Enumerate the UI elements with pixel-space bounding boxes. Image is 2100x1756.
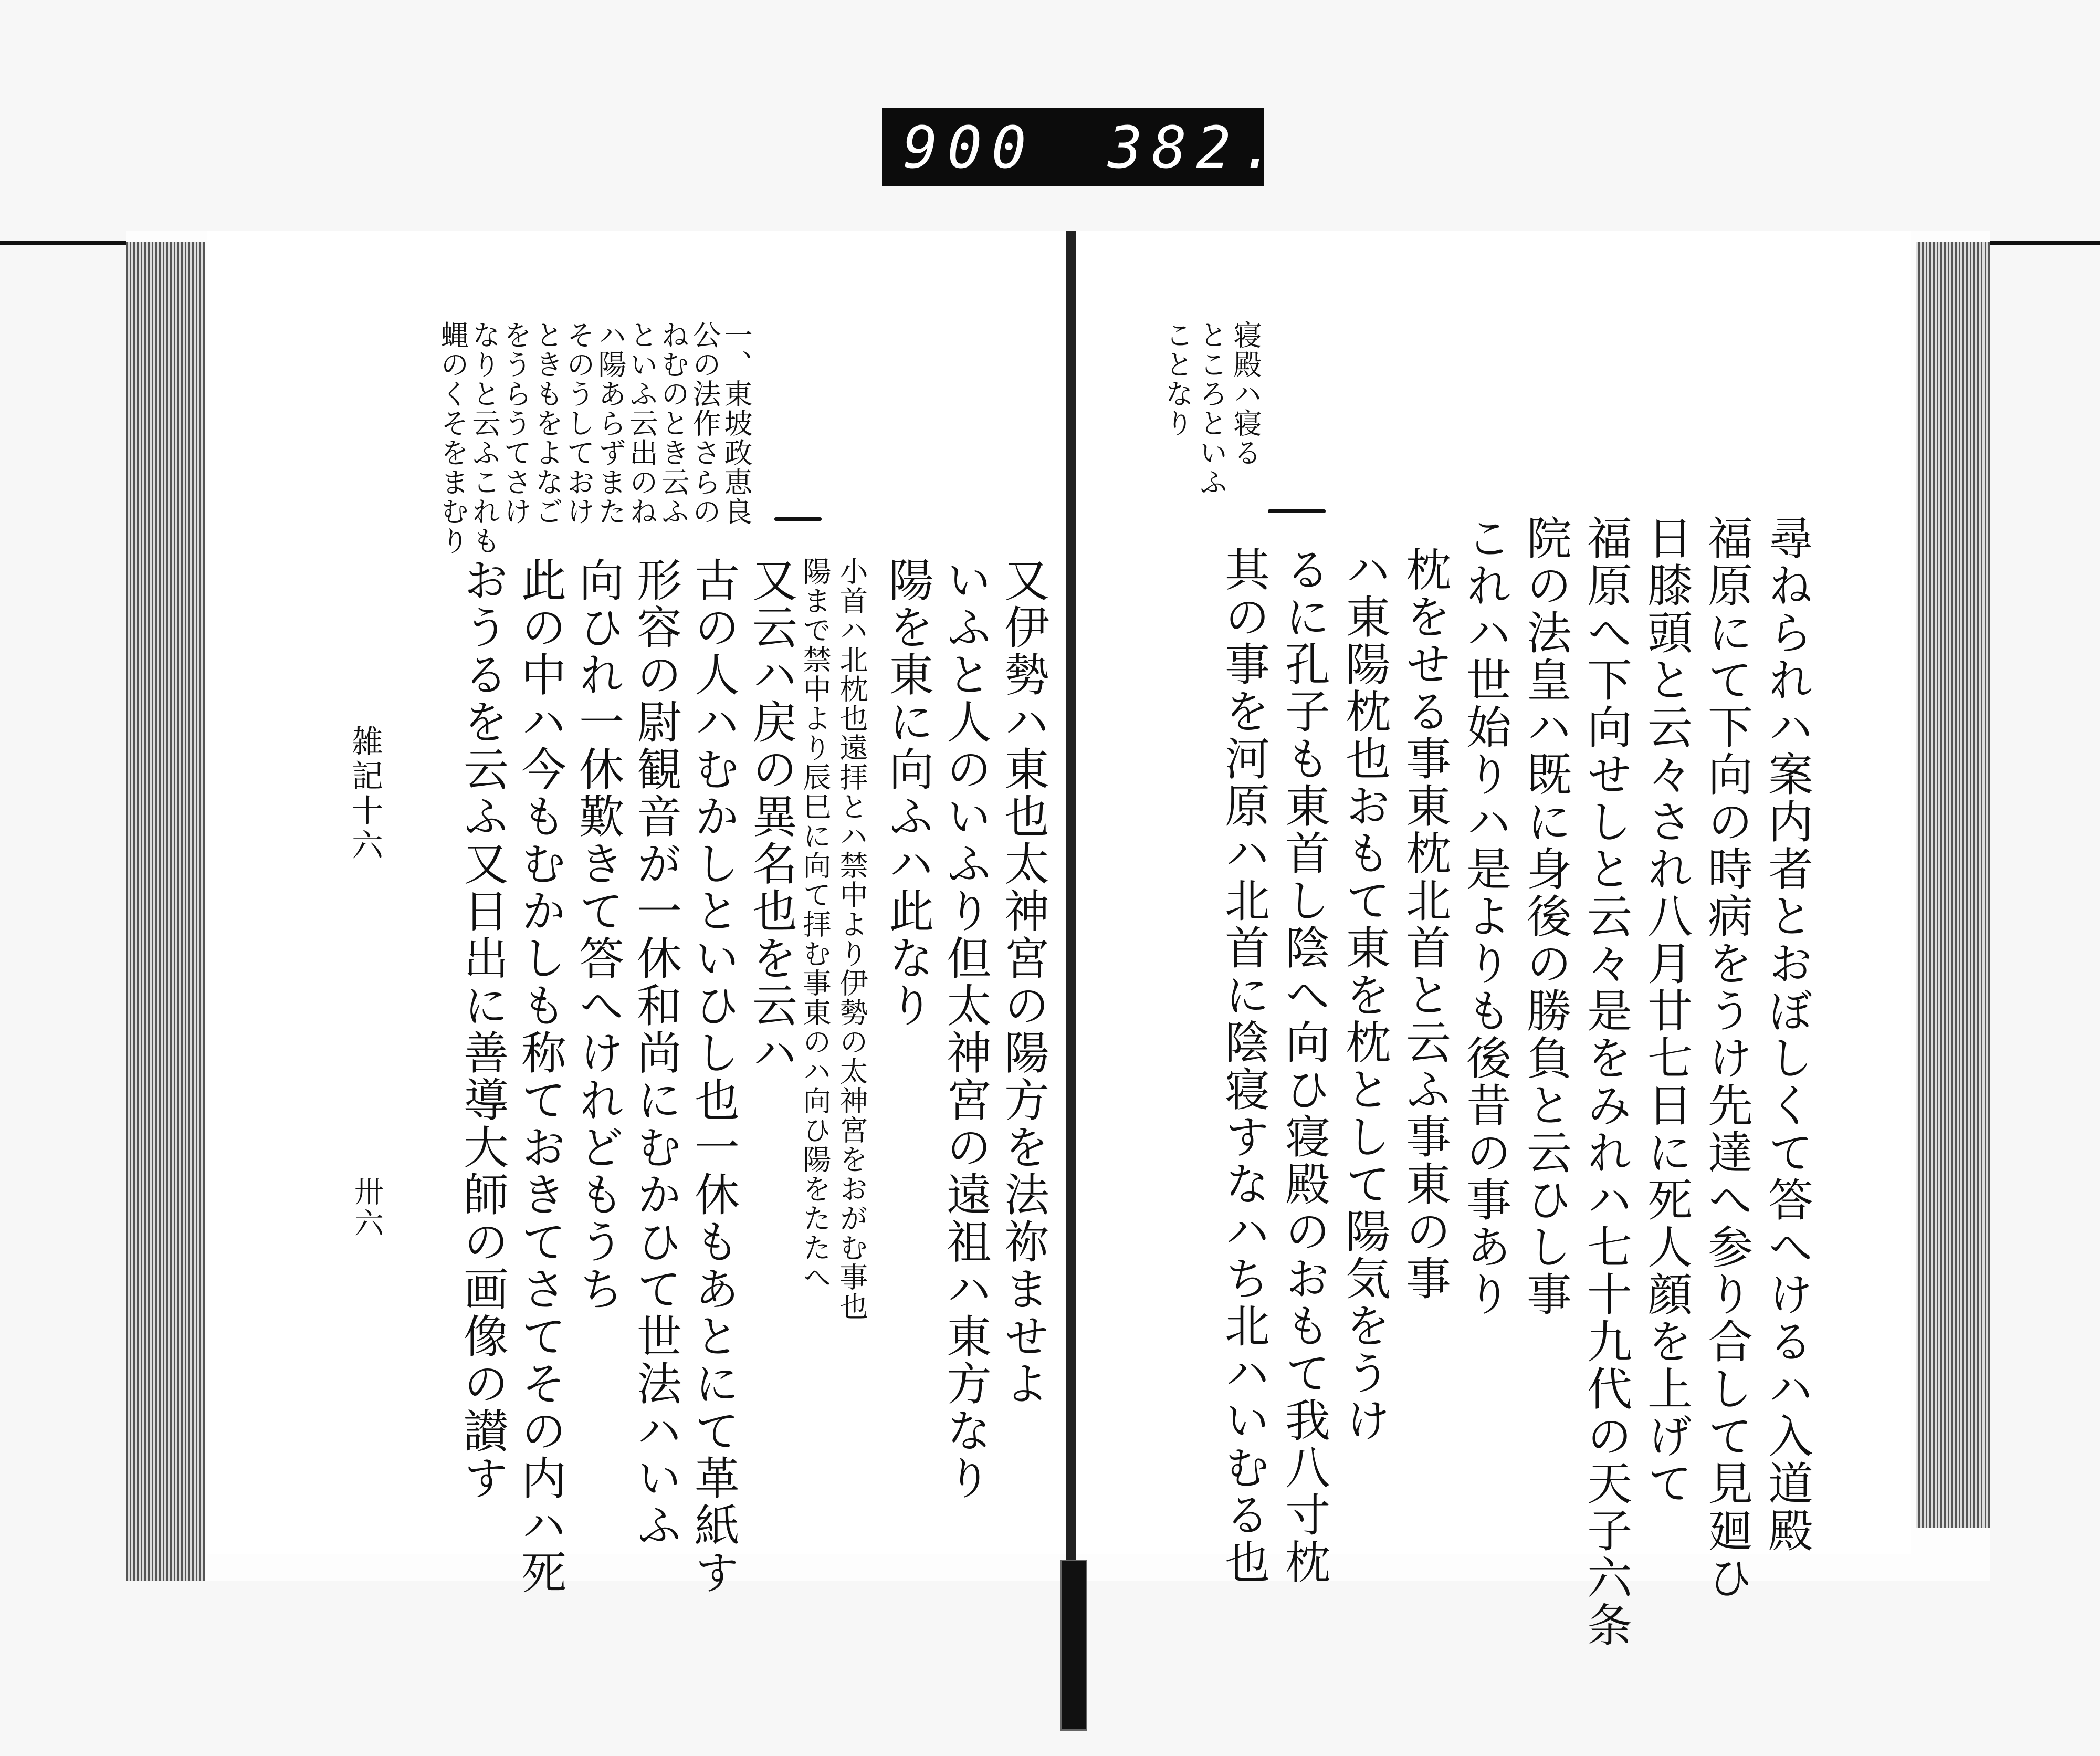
left-note-3: ねむのとき云ふ: [657, 320, 690, 526]
left-page: [207, 231, 1066, 1596]
spine-tab: [1060, 1560, 1087, 1731]
page-number: 卅六: [350, 1176, 384, 1239]
page-header: 雑記十六: [346, 725, 383, 863]
left-main-col-9: 向ひれ一休歎きて答へけれどもうち: [571, 557, 624, 1313]
book-spine: [1066, 231, 1076, 1581]
left-main-col-7: 古の人ハむかしといひし也一休もあとにて革紙す: [687, 557, 739, 1596]
left-main-col-8: 形容の尉観音が一休和尚にむかひて世法ハいふ: [629, 557, 681, 1549]
label-frame-number: 382.: [1108, 114, 1285, 181]
right-note-1: 寝殿ハ寝る: [1229, 320, 1262, 467]
microfilm-label: [882, 108, 1285, 186]
right-note-3: ことなり: [1161, 320, 1194, 438]
right-main-col-8: ハ東陽枕也おもて東を枕として陽気をうけ: [1338, 546, 1390, 1444]
right-main-col-2: 福原にて下向の時病をうけ先達へ参り合して見廻ひ: [1700, 515, 1752, 1602]
left-main-col-11: おうるを云ふ又日出に善導大師の画像の讃す: [456, 557, 508, 1502]
right-page: [1076, 231, 1911, 1649]
right-main-col-7: 枕をせる事東枕北首と云ふ事東の事: [1398, 546, 1451, 1302]
item-mark-dash: [1268, 509, 1326, 513]
item-mark-dash: [774, 517, 822, 521]
left-note-2: 公の法作さらの: [688, 320, 721, 526]
left-main-col-4: 小首ハ北枕也遠拝とハ禁中より伊勢の太神宮をおがむ事也: [835, 557, 868, 1321]
left-main-col-1: 又伊勢ハ東也太神宮の陽方を法祢ませよ: [996, 557, 1049, 1407]
left-note-7: ときもをよなご: [531, 320, 564, 526]
right-main-col-3: 日膝頭と云々され八月廿七日に死人顔を上げて: [1640, 515, 1692, 1507]
right-main-col-9: るに孔子も東首し陰へ向ひ寝殿のおもて我八寸枕: [1277, 546, 1330, 1586]
right-page-edges: [1916, 242, 1990, 1528]
open-book: [126, 231, 1990, 1649]
left-main-col-6: 又云ハ戻の異名也を云ハ: [744, 557, 797, 1076]
left-note-6: そのうしておけ: [562, 320, 595, 526]
left-main-col-10: 此の中ハ今もむかしも称ておきてさてその内ハ死: [513, 557, 566, 1596]
right-main-col-1: 尋ねられハ案内者とおぼしくて答へけるハ入道殿: [1760, 515, 1813, 1554]
left-page-edges: [126, 242, 205, 1581]
right-main-col-5: 院の法皇ハ既に身後の勝負と云ひし事: [1519, 515, 1571, 1318]
left-note-8: をうらうてさけ: [499, 320, 532, 526]
left-main-col-5: 陽まで禁中より辰巳に向て拝む事東のハ向ひ陽をたたへ: [799, 557, 832, 1292]
left-main-col-2: いふと人のいふり但太神宮の遠祖ハ東方なり: [939, 557, 991, 1502]
right-main-col-10: 其の事を河原ハ北首に陰寝すなハち北ハいむる也: [1217, 546, 1269, 1586]
left-note-9: なりと云ふこれも: [468, 320, 501, 556]
left-main-col-3: 陽を東に向ふハ此なり: [881, 557, 933, 1029]
left-note-1: 一、東坡政恵良: [720, 320, 753, 526]
left-note-5: ハ陽あらずまた: [594, 320, 627, 526]
left-note-4: といふ云出のね: [625, 320, 658, 526]
label-reel-number: 900: [903, 114, 1036, 181]
left-note-10: 蝿のくそをまむり: [436, 320, 469, 556]
right-note-2: ところといふ: [1195, 320, 1228, 497]
right-main-col-6: これハ世始りハ是よりも後昔の事あり: [1458, 515, 1511, 1318]
right-main-col-4: 福原へ下向せしと云々是をみれハ七十九代の天子六条: [1579, 515, 1632, 1649]
